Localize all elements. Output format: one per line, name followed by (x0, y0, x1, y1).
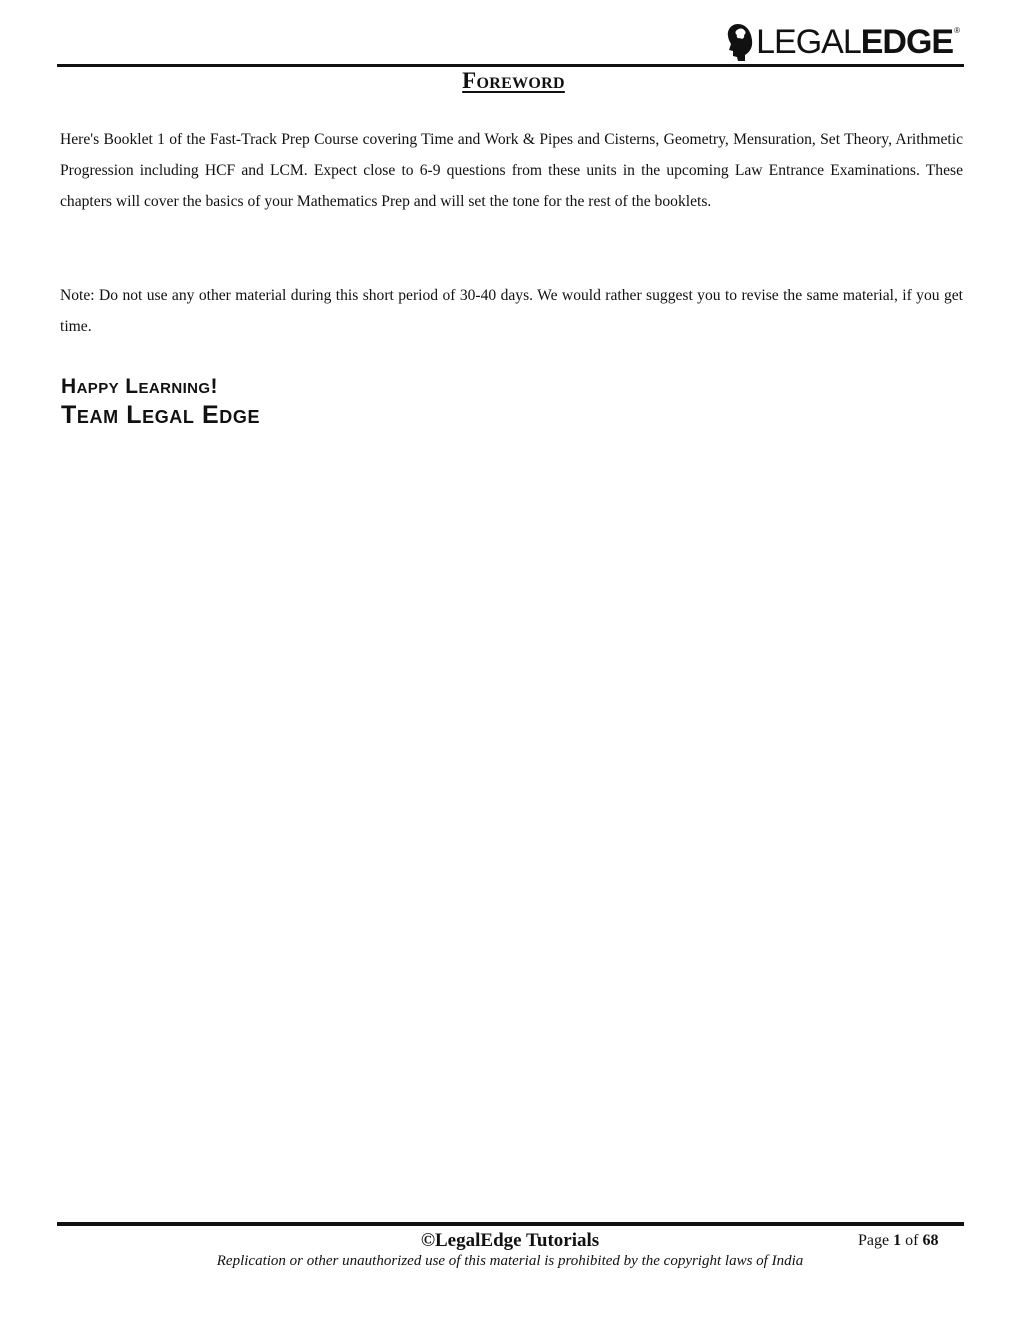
registered-mark: ® (954, 25, 960, 35)
page-number (858, 1232, 938, 1250)
foreword-paragraph: Here's Booklet 1 of the Fast-Track Prep Course covering Time and Work & Pipes and Cisterns, Geometry, Mensuration, Set Theory, Arithmetic Progression including HCF and LCM. Expect close to 6-9 questions from these units in the upcoming Law Entrance Examinations. These chapters will cover the basics of your Mathematics Prep and will set the tone for the rest of the booklets. (60, 131, 963, 210)
signoff-team: Team Legal Edge (61, 401, 261, 429)
page-current: 1 (893, 1232, 902, 1249)
logo-text-edge: EDGE (860, 23, 954, 61)
signoff-greeting: Happy Learning! (61, 375, 218, 398)
page-total: 68 (922, 1232, 939, 1249)
header-rule (57, 64, 964, 67)
page-prefix: Page (858, 1232, 894, 1249)
legaledge-logo (726, 20, 960, 64)
footer-disclaimer: Replication or other unauthorized use of this material is prohibited by the copyright laws of India (216, 1253, 804, 1269)
page-sep: of (901, 1232, 923, 1249)
page-title: Foreword (462, 68, 565, 93)
footer-rule (57, 1222, 964, 1226)
head-silhouette-icon (726, 22, 754, 62)
logo-text-legal: LEGAL (756, 23, 861, 61)
logo-wordmark (756, 25, 953, 59)
note-paragraph: Note: Do not use any other material during this short period of 30-40 days. We would rather suggest you to revise the same material, if you get time. (60, 287, 963, 335)
footer-copyright: ©LegalEdge Tutorials (420, 1230, 600, 1251)
